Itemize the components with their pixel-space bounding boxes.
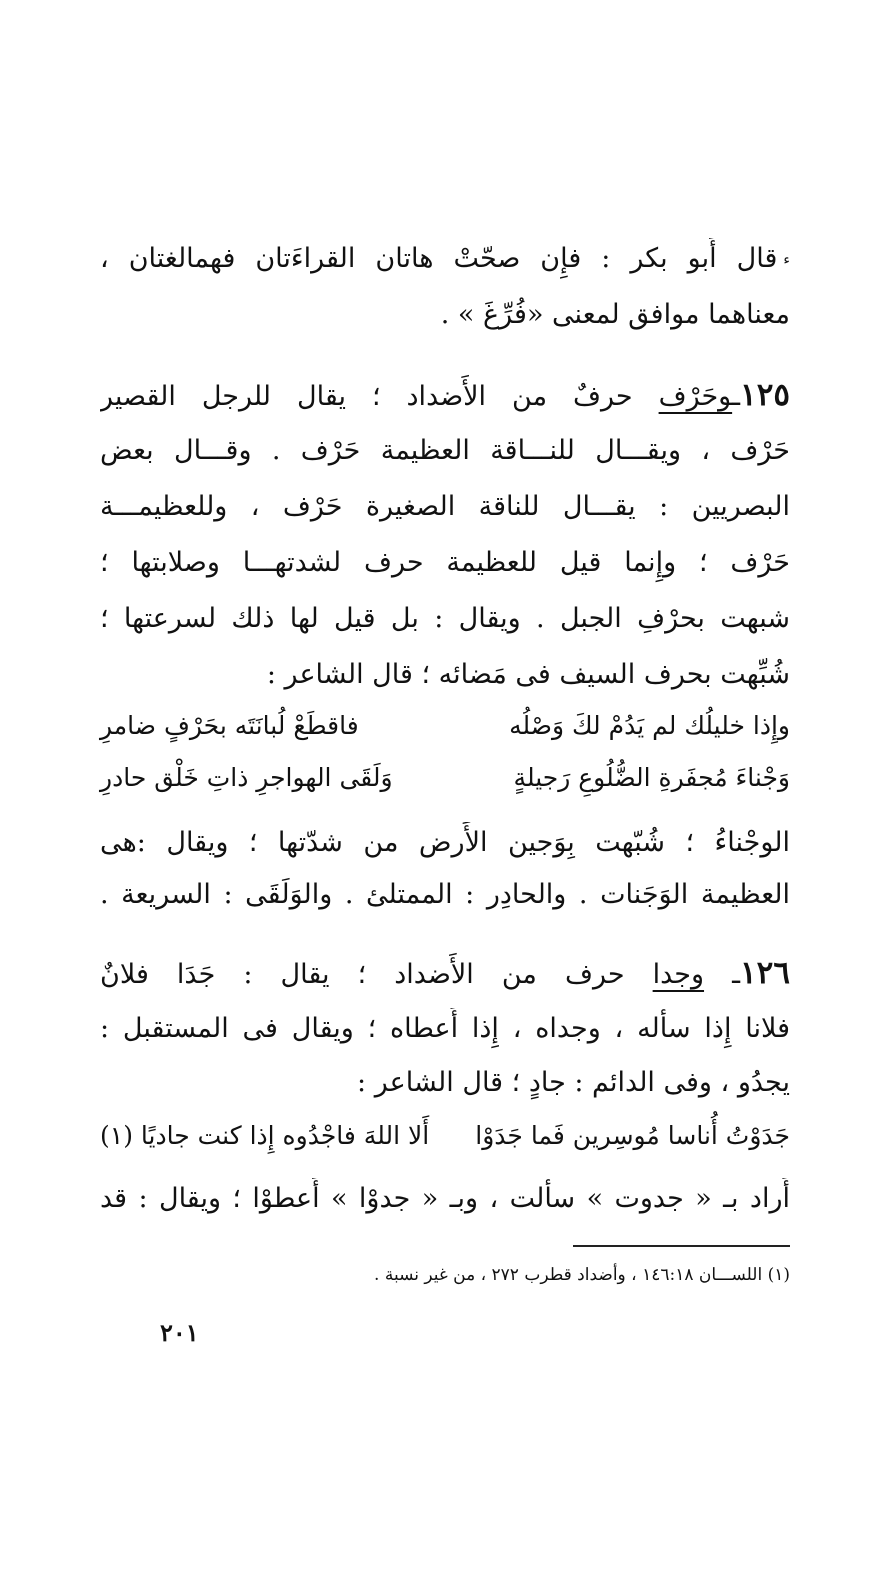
verse-2-first-hemistich: وَجْناءَ مُجفَرةِ الضُّلُوعِ رَجيلةٍ [513,763,790,792]
entry-word-jada: وجدا [652,959,705,990]
verse-3 [100,1116,790,1156]
entry-126-heading [100,952,790,996]
text-line-5: البصريين : يقـــال للناقة الصغيرة حَرْف ، وللعظيمـــة [100,491,790,522]
text-line-4: حَرْف ، ويقـــال للنـــاقة العظيمة حَرْف . وقـــال بعض [100,435,790,466]
entry-dash: ـ [732,381,741,412]
entry-126-text: حرف من الأَضداد ؛ يقال : جَدَا فلانٌ [100,959,625,990]
text-line-12: فلانا إِذا سأَله ، وجداه ، إِذا أَعطاه ؛ ويقال فى المستقبل : [100,1013,790,1044]
entry-125-text: حرفٌ من الأَضداد ؛ يقال للرجل القصير [100,381,633,412]
text-line-7: شبهت بحرْفِ الجبل . ويقال : بل قيل لها ذلك لسرعتها ؛ [100,603,790,634]
text-line-14: أَراد بـ « جدوت » سأَلت ، وبـ « جدوْا » أَعطوْا ؛ ويقال : قد [100,1183,790,1214]
paragraph-marker: ء [783,251,790,268]
verse-1-second-hemistich: فاقطَعْ لُبانَتَه بحَرْفٍ ضامرِ [100,711,359,740]
footnote-divider [573,1245,790,1247]
text-line-9: الوجْناءُ ؛ شُبّهت بِوَجين الأَرض من شدّتها ؛ ويقال :هى [100,827,790,858]
entry-word-harf: وحَرْف [658,381,733,412]
verse-3-first-hemistich: جَدَوْتُ أُناسا مُوسِرين فَما جَدَوْا [475,1121,790,1150]
text-line-8: شُبِّهت بحرف السيف فى مَضائه ؛ قال الشاعر : [266,659,790,690]
verse-1 [100,706,790,746]
footnote: (١) اللســـان ١٤٦:١٨ ، وأضداد قطرب ٢٧٢ ، من غير نسبة . [374,1265,790,1285]
verse-1-first-hemistich: وإِذا خليلُك لم يَدُمْ لكَ وَصْلُه [509,711,790,740]
entry-number-126: ١٢٦ [740,955,790,991]
entry-125-heading [100,374,790,418]
text-line-10: العظيمة الوَجَنات . والحادِر : الممتلئ . والوَلَقَى : السريعة . [100,879,790,910]
page-number: ٢٠١ [160,1318,199,1347]
text-line-13: يجدُو ، وفى الدائم : جادٍ ؛ قال الشاعر : [357,1067,790,1098]
entry-dash: ـ [732,959,741,990]
text-line-1 [100,238,790,281]
text-line-1-text: قال أَبو بكر : فإِن صحّتْ هاتان القراءَتان فهمالغتان ، [100,243,778,274]
verse-3-second-hemistich: أَلا اللهَ فاجْدُوه إِذا كنت جاديًا (١) [100,1121,430,1150]
text-line-6: حَرْف ؛ وإِنما قيل للعظيمة حرف لشدتهـــا وصلابتها ؛ [100,547,790,578]
verse-2 [100,758,790,798]
text-line-2: معناهما موافق لمعنى «فُرِّغَ » . [440,299,790,330]
entry-number-125: ١٢٥ [740,377,790,413]
verse-2-second-hemistich: وَلَقَى الهواجرِ ذاتِ خَلْق حادرِ [100,763,393,792]
